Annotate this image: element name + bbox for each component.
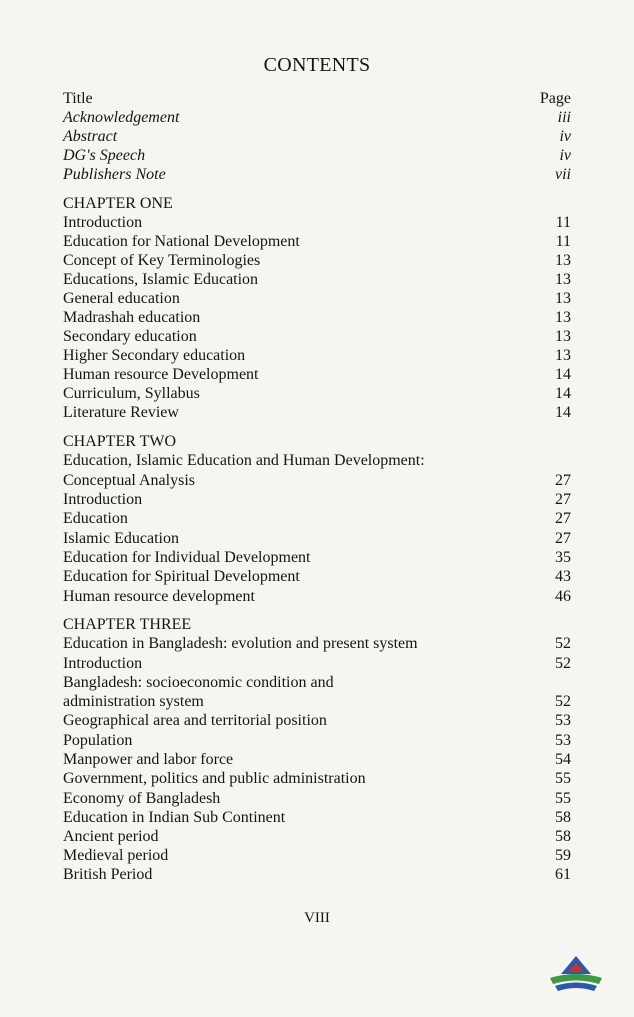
toc-page: 58 [555,828,571,845]
toc-page: 55 [555,770,571,787]
toc-label: British Period [63,866,153,883]
toc-label: Education for Spiritual Development [63,568,300,585]
toc-label: Conceptual Analysis [63,472,195,489]
toc-page: 11 [555,214,571,231]
toc-entry [63,692,571,711]
toc-label: Islamic Education [63,530,179,547]
toc-label: administration system [63,693,204,710]
toc-label: Economy of Bangladesh [63,790,221,807]
toc-label: Geographical area and territorial position [63,712,327,729]
toc-entry [63,711,571,730]
toc-page: 13 [555,309,571,326]
toc-page: 27 [555,510,571,527]
toc-entry [63,808,571,827]
toc-page: 13 [555,347,571,364]
toc-label: Medieval period [63,847,169,864]
chapter-two-heading [63,432,571,451]
chapter-subtitle-text: Education, Islamic Education and Human Development: [63,452,425,469]
toc-entry [63,270,571,289]
chapter-one-heading [63,194,571,213]
toc-page: 61 [555,866,571,883]
toc-page: 27 [555,491,571,508]
toc-page: 14 [555,404,571,421]
toc-entry [63,654,571,673]
toc-label: Human resource Development [63,366,259,383]
toc-entry [63,548,571,567]
toc-label: Manpower and labor force [63,751,234,768]
page-number: VIII [304,910,330,926]
toc-label: Curriculum, Syllabus [63,385,200,402]
toc-label: Government, politics and public administration [63,770,366,787]
toc-entry [63,750,571,769]
contents-header-row [63,89,571,108]
toc-page: 27 [555,530,571,547]
toc-label: Madrashah education [63,309,201,326]
toc-entry [63,213,571,232]
toc-label: Literature Review [63,404,179,421]
toc-entry [63,490,571,509]
toc-page: 52 [555,635,571,652]
toc-label: Population [63,732,133,749]
toc-entry [63,289,571,308]
toc-page: 13 [555,252,571,269]
toc-label: Education in Bangladesh: evolution and present system [63,635,418,652]
toc-entry [63,471,571,490]
toc-label: Bangladesh: socioeconomic condition and [63,674,334,691]
toc-label: Introduction [63,214,143,231]
toc-page: 35 [555,549,571,566]
toc-page: 13 [555,290,571,307]
chapter-three-heading [63,615,571,634]
toc-entry [63,509,571,528]
chapter-two-subtitle [63,451,571,470]
toc-label: Educations, Islamic Education [63,271,259,288]
toc-entry [63,846,571,865]
toc-label: DG's Speech [63,147,146,164]
toc-page: iv [559,128,571,145]
toc-page: 54 [555,751,571,768]
toc-page: 52 [555,655,571,672]
toc-label: Acknowledgement [63,109,180,126]
logo-wave-bottom [555,983,597,992]
toc-entry [63,384,571,403]
toc-label: Ancient period [63,828,159,845]
toc-entry [63,769,571,788]
toc-page: 13 [555,328,571,345]
toc-entry [63,308,571,327]
toc-label: Publishers Note [63,166,166,183]
toc-entry [63,165,571,184]
toc-page: 58 [555,809,571,826]
chapter-heading-text: CHAPTER THREE [63,616,192,633]
toc-page: 52 [555,693,571,710]
toc-page: 11 [555,233,571,250]
contents-title: CONTENTS [263,54,371,76]
toc-page: 43 [555,568,571,585]
toc-label: Education in Indian Sub Continent [63,809,286,826]
toc-entry [63,865,571,884]
toc-entry [63,731,571,750]
toc-page: 55 [555,790,571,807]
toc-page: 13 [555,271,571,288]
toc-page: 14 [555,385,571,402]
toc-entry [63,146,571,165]
toc-entry [63,327,571,346]
toc-label: Education [63,510,128,527]
toc-page: 59 [555,847,571,864]
toc-page: iv [559,147,571,164]
toc-page: 46 [555,588,571,605]
toc-page: 53 [555,712,571,729]
publisher-logo-icon [547,954,605,998]
toc-entry [63,346,571,365]
toc-page: 27 [555,472,571,489]
toc-entry [63,251,571,270]
toc-label: Human resource development [63,588,255,605]
toc-entry [63,529,571,548]
toc-page: 14 [555,366,571,383]
chapter-heading-text: CHAPTER ONE [63,195,173,212]
toc-label: Abstract [63,128,118,145]
chapter-heading-text: CHAPTER TWO [63,433,177,450]
page-column-header: Page [539,90,571,107]
toc-entry [63,108,571,127]
toc-label: Introduction [63,491,143,508]
toc-entry [63,365,571,384]
toc-label: Introduction [63,655,143,672]
toc-label: General education [63,290,180,307]
toc-entry [63,232,571,251]
toc-label: Concept of Key Terminologies [63,252,261,269]
toc-entry [63,587,571,606]
title-column-header: Title [63,90,93,107]
toc-entry [63,127,571,146]
toc-label: Education for Individual Development [63,549,311,566]
toc-page: iii [557,109,571,126]
toc-label: Education for National Development [63,233,300,250]
toc-entry [63,634,571,653]
toc-page: vii [555,166,571,183]
toc-entry [63,827,571,846]
toc-page: 53 [555,732,571,749]
toc-label: Higher Secondary education [63,347,246,364]
toc-label: Secondary education [63,328,197,345]
toc-entry [63,567,571,586]
toc-entry [63,403,571,422]
toc-entry [63,789,571,808]
toc-entry [63,673,571,692]
